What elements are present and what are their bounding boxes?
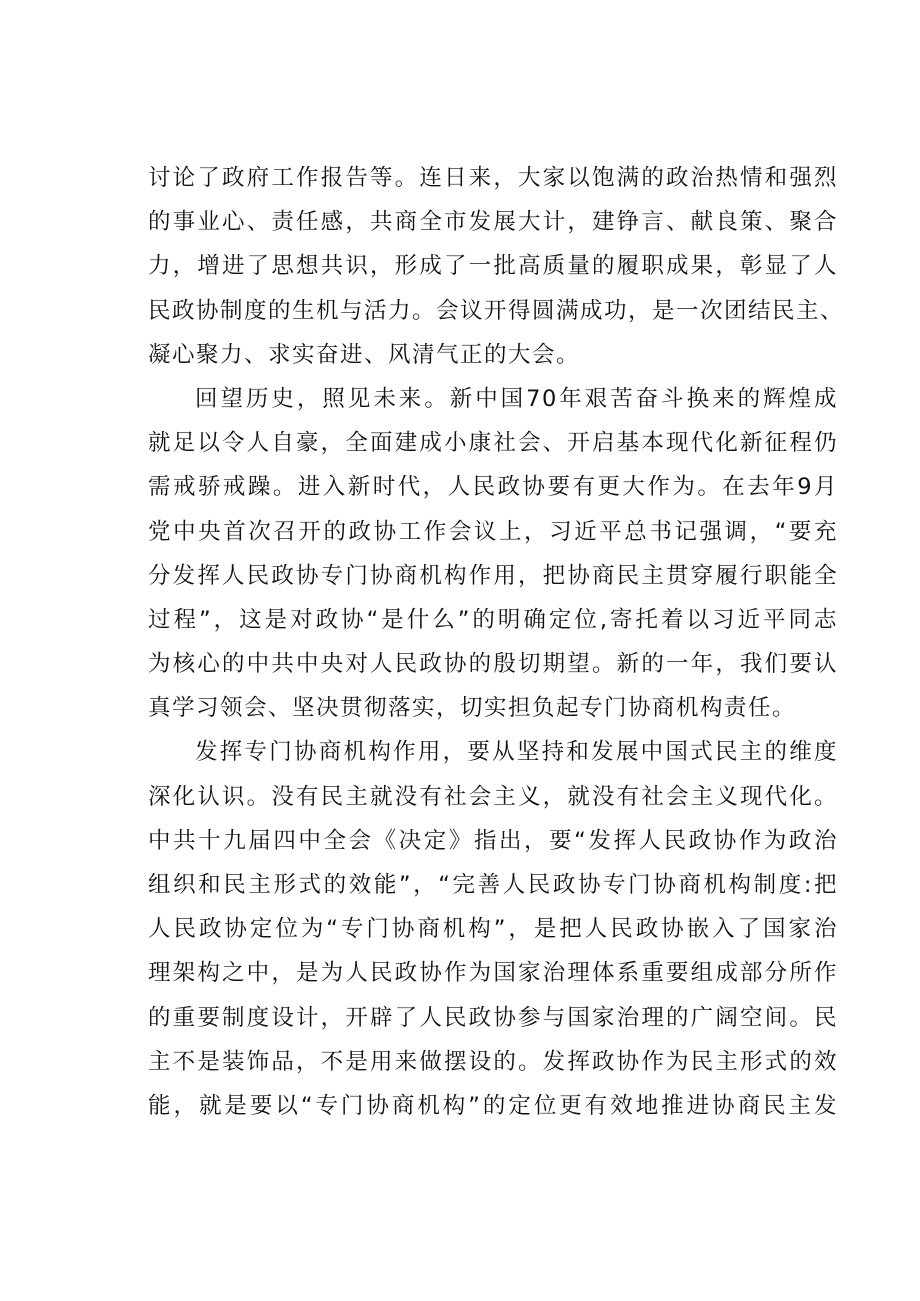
- text-line: 深化认识。没有民主就没有社会主义，就没有社会主义现代化。: [148, 783, 838, 810]
- paragraph-1: [148, 156, 845, 377]
- text-line: 为核心的中共中央对人民政协的殷切期望。新的一年，我们要认: [148, 651, 838, 678]
- paragraph-2: [148, 377, 838, 731]
- text-line: 过程”，这是对政协“是什么”的明确定位,寄托着以习近平同志: [148, 606, 838, 633]
- text-line: 人民政协定位为“专门协商机构”，是把人民政协嵌入了国家治: [148, 916, 838, 943]
- text-line: 需戒骄戒躁。进入新时代，人民政协要有更大作为。在去年9月: [148, 474, 838, 501]
- text-line: 真学习领会、坚决贯彻落实，切实担负起专门协商机构责任。: [148, 695, 797, 722]
- text-line: 凝心聚力、求实奋进、风清气正的大会。: [148, 341, 581, 368]
- text-line: 理架构之中，是为人民政协作为国家治理体系重要组成部分所作: [148, 960, 838, 987]
- paragraph-3: [148, 730, 838, 1128]
- text-line: 组织和民主形式的效能”，“完善人民政协专门协商机构制度:把: [148, 872, 838, 898]
- text-line: 讨论了政府工作报告等。连日来，大家以饱满的政治热情和强烈: [148, 165, 838, 191]
- text-line: 的重要制度设计，开辟了人民政协参与国家治理的广阔空间。民: [148, 1004, 838, 1031]
- text-line: 中共十九届四中全会《决定》指出，要“发挥人民政协作为政治: [148, 827, 838, 854]
- text-line: 主不是装饰品，不是用来做摆设的。发挥政协作为民主形式的效: [148, 1048, 838, 1075]
- text-line: 分发挥人民政协专门协商机构作用，把协商民主贯穿履行职能全: [148, 562, 838, 589]
- text-line: 的事业心、责任感，共商全市发展大计，建铮言、献良策、聚合: [148, 209, 838, 236]
- text-line: 能，就是要以“专门协商机构”的定位更有效地推进协商民主发: [148, 1092, 838, 1119]
- text-line: 就足以令人自豪，全面建成小康社会、开启基本现代化新征程仍: [148, 430, 838, 457]
- text-line: 力，增进了思想共识，形成了一批高质量的履职成果，彰显了人: [148, 253, 838, 280]
- text-line: 发挥专门协商机构作用，要从坚持和发展中国式民主的维度: [195, 739, 838, 766]
- text-line: 党中央首次召开的政协工作会议上，习近平总书记强调，“要充: [148, 518, 838, 545]
- body-text: [148, 156, 845, 1128]
- text-line: 民政协制度的生机与活力。会议开得圆满成功，是一次团结民主、: [148, 297, 845, 324]
- text-line: 回望历史，照见未来。新中国70年艰苦奋斗换来的辉煌成: [195, 385, 838, 412]
